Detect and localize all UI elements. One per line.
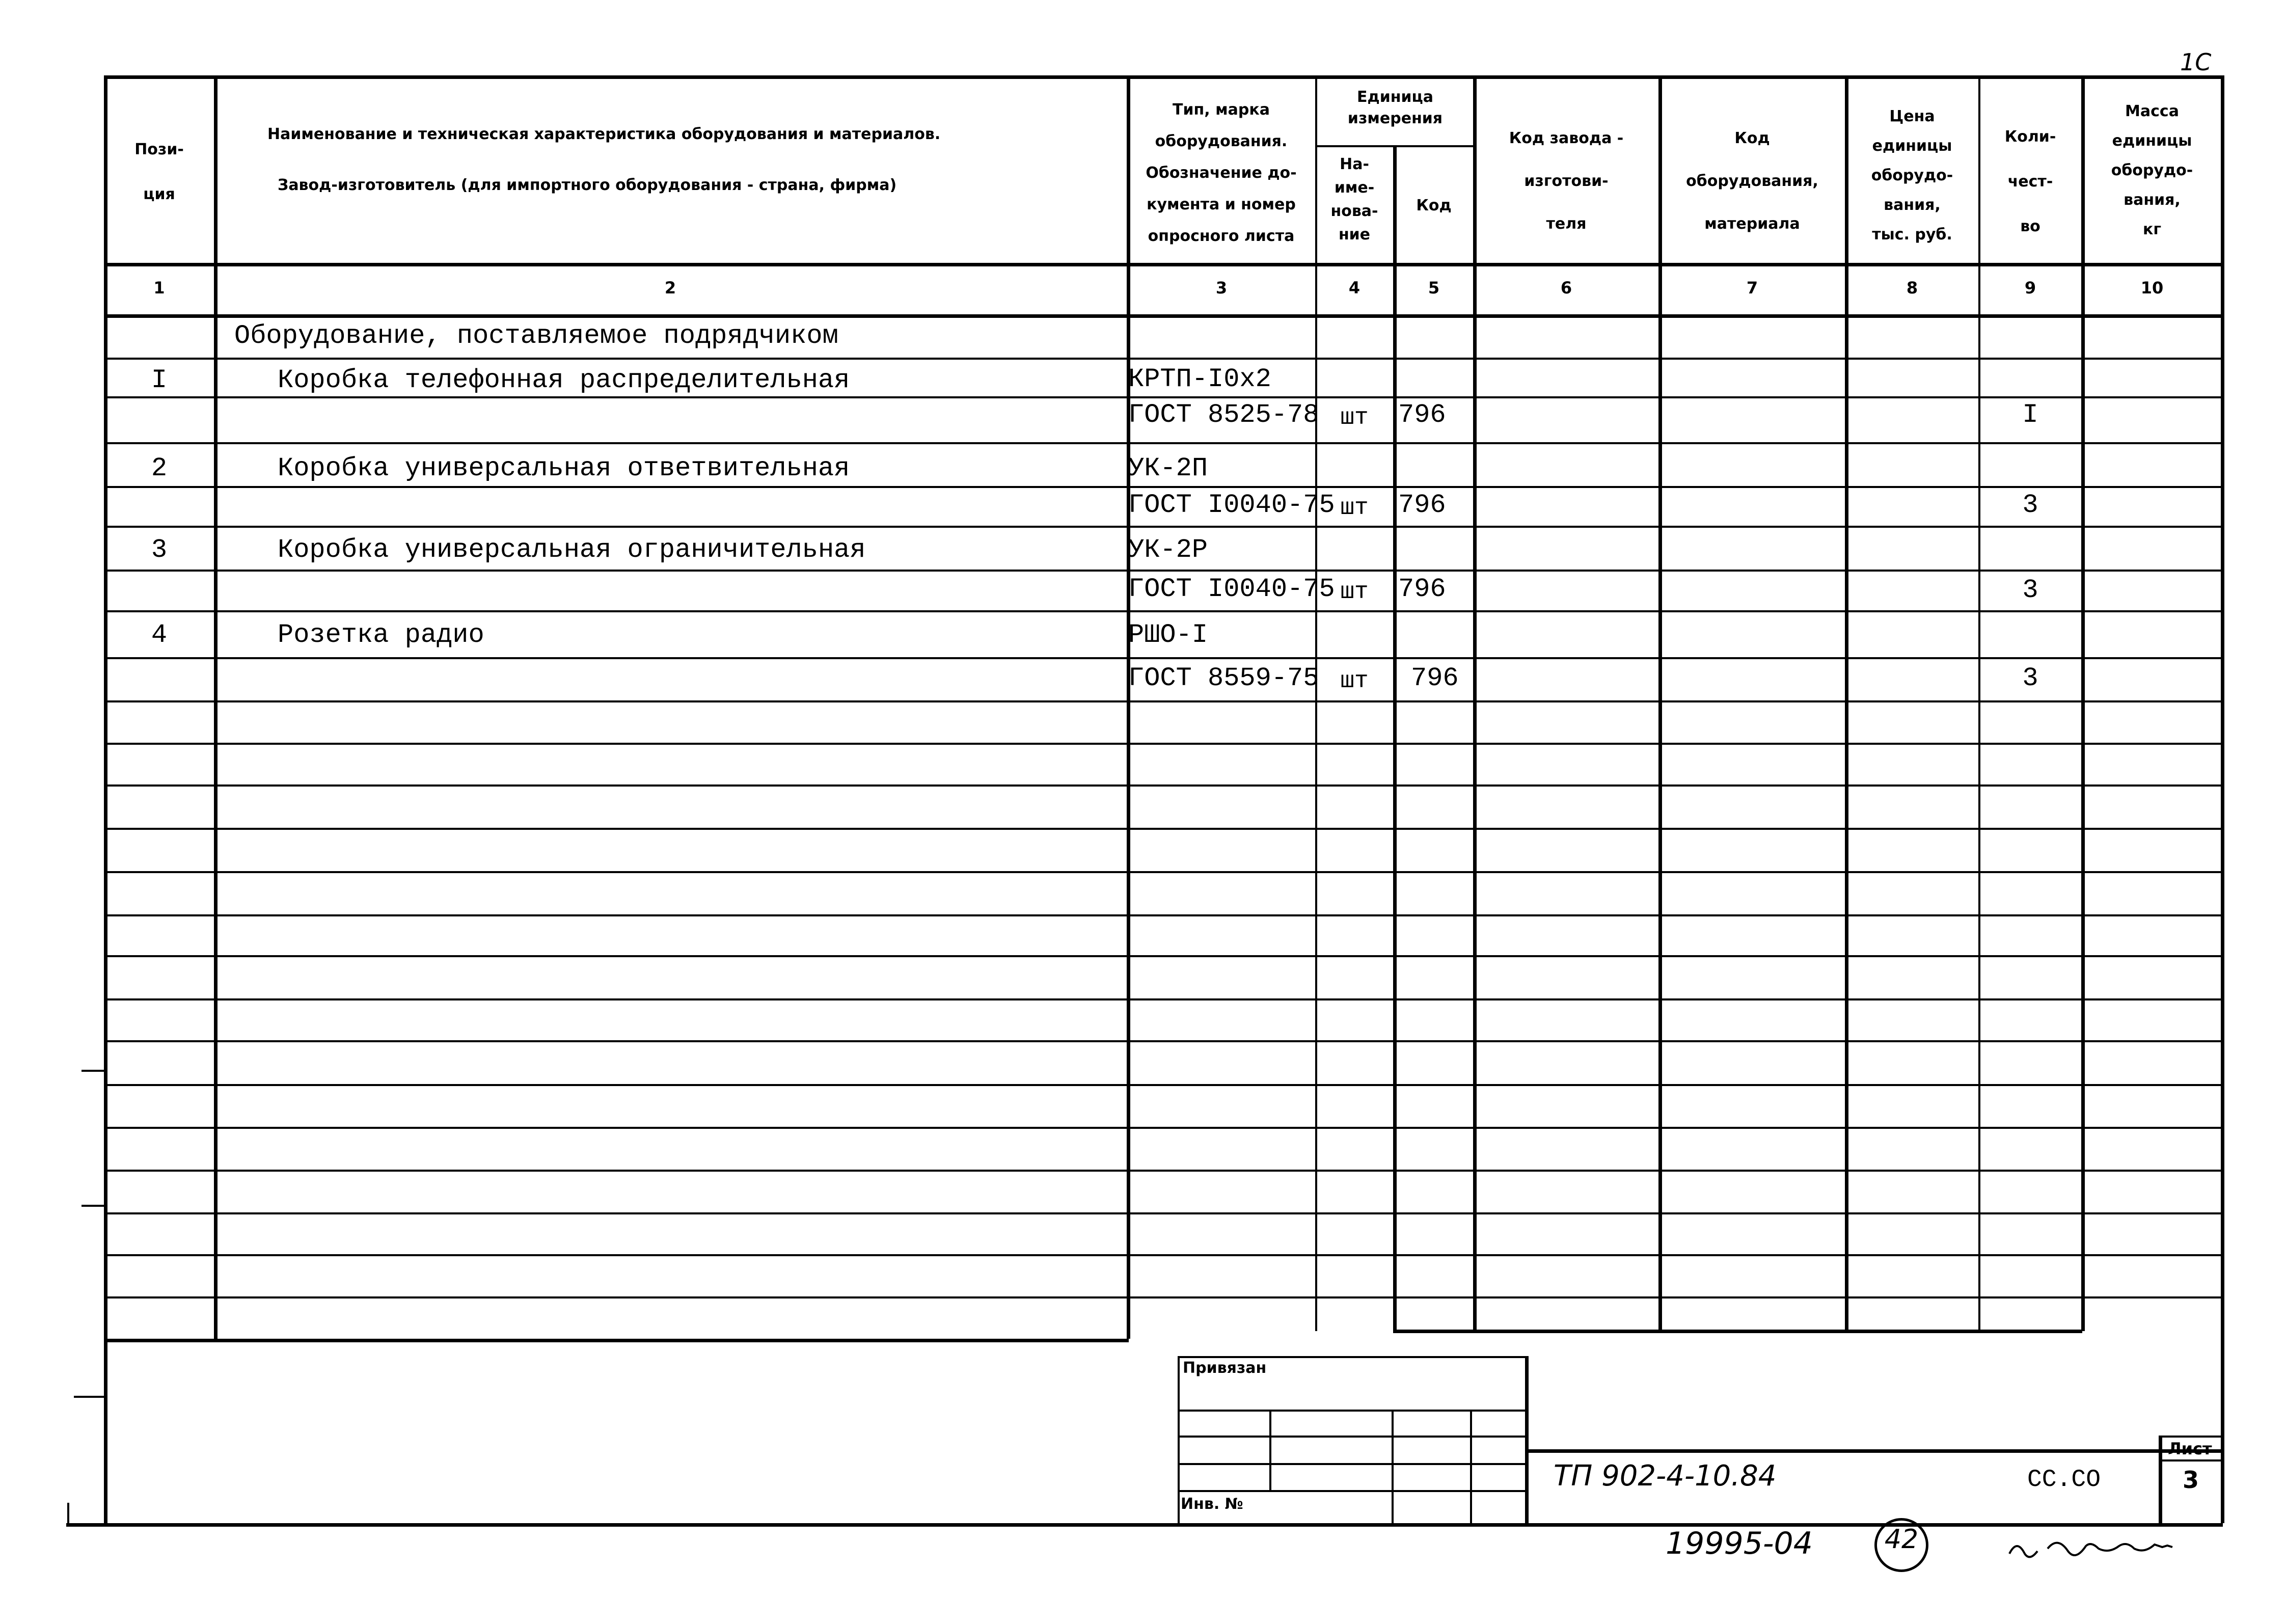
stamp-line [1178, 1410, 1527, 1412]
col-number-9: 9 [2024, 278, 2036, 297]
stamp-col [1392, 1410, 1394, 1524]
row-line [104, 1212, 2223, 1214]
stamp-line [1178, 1436, 1527, 1438]
item-2-name: Коробка универсальная ответвительная [278, 453, 850, 483]
item-1-doc: ГОСТ 8525-78 [1128, 400, 1319, 430]
circled-number: 42 [1884, 1524, 1919, 1555]
col-line-5 [1393, 145, 1397, 1331]
row-line [104, 784, 2223, 787]
row-line [104, 1170, 2223, 1172]
corner-mark: 1С [2180, 48, 2212, 76]
header-bottom [104, 263, 2223, 266]
binding-tick-1 [81, 1070, 104, 1072]
binding-tick-3 [74, 1396, 104, 1398]
row-line [104, 442, 2223, 444]
header-price: Цена единицы оборудо- вания, тыс. руб. [1871, 107, 1953, 243]
stamp-col [1269, 1410, 1271, 1490]
sheet-label: Лист [2168, 1439, 2212, 1458]
col-number-8: 8 [1906, 278, 1918, 297]
sheet-cell-divider [2159, 1459, 2223, 1461]
row-line [104, 1127, 2223, 1129]
item-2-type: УК-2П [1128, 453, 1208, 483]
row-line [104, 1084, 2223, 1086]
binding-tick-2 [81, 1205, 104, 1207]
header-unit-group: Единица измерения [1347, 88, 1443, 127]
item-1-unit: шт [1340, 404, 1369, 431]
col-number-3: 3 [1215, 278, 1228, 297]
item-1-position: I [151, 365, 168, 395]
stamp-block-right [1525, 1356, 1529, 1524]
item-2-doc: ГОСТ I0040-75 [1128, 490, 1335, 520]
sheet-number: 3 [2182, 1466, 2199, 1494]
header-name-line1: Наименование и техническая характеристика оборудования и материалов. [267, 125, 941, 143]
item-4-unit: шт [1340, 668, 1369, 694]
col-number-6: 6 [1560, 278, 1572, 297]
item-2-position: 2 [151, 453, 168, 483]
row-line [104, 998, 2223, 1000]
item-4-doc: ГОСТ 8559-75 [1128, 663, 1319, 693]
stamp-line [1178, 1463, 1527, 1465]
item-1-type: КРТП-I0x2 [1128, 364, 1271, 394]
row-line [104, 955, 2223, 957]
frame-top [104, 75, 2223, 79]
col-number-5: 5 [1428, 278, 1440, 297]
item-1-qty: I [2022, 400, 2038, 430]
row-line [104, 610, 2223, 612]
item-4-code: 796 [1411, 663, 1459, 693]
header-unit-code: Код [1416, 197, 1452, 214]
stamp-col [1470, 1410, 1472, 1524]
item-3-unit: шт [1340, 579, 1369, 605]
stamp-block-top [1178, 1356, 1527, 1358]
col-number-1: 1 [153, 278, 165, 297]
item-4-position: 4 [151, 620, 168, 650]
header-name-line2: Завод-изготовитель (для импортного оборудования - страна, фирма) [278, 176, 897, 194]
item-2-unit: шт [1340, 495, 1369, 521]
stamp-block-left [1178, 1356, 1180, 1524]
document-code: ТП 902-4-10.84 [1554, 1459, 1777, 1493]
row-line [104, 1040, 2223, 1042]
binding-margin-mark [67, 1503, 69, 1524]
row-line [104, 657, 2223, 659]
numbers-row-bottom [104, 314, 2223, 318]
header-unit-name: На- име- нова- ние [1330, 155, 1378, 243]
section-title: Оборудование, поставляемое подрядчиком [234, 321, 838, 351]
table-bottom-inner [1393, 1330, 2082, 1333]
item-3-qty: 3 [2022, 575, 2038, 605]
row-line [104, 700, 2223, 702]
row-line [104, 1296, 2223, 1298]
row-line [104, 743, 2223, 745]
privyazan-label: Привязан [1183, 1359, 1267, 1377]
item-1-name: Коробка телефонная распределительная [278, 365, 850, 395]
item-4-type: РШО-I [1128, 620, 1208, 650]
item-3-doc: ГОСТ I0040-75 [1128, 574, 1335, 604]
signature-scribble [2007, 1533, 2221, 1564]
row-line [104, 828, 2223, 830]
item-3-code: 796 [1398, 574, 1446, 604]
item-4-name: Розетка радио [278, 620, 484, 650]
item-2-code: 796 [1398, 490, 1446, 520]
document-suffix: СС.СО [2027, 1466, 2101, 1494]
header-quantity: Коли- чест- во [2004, 128, 2056, 235]
stamp-line [1178, 1490, 1527, 1492]
row-line [104, 914, 2223, 916]
item-3-name: Коробка универсальная ограничительная [278, 535, 866, 565]
col-number-7: 7 [1746, 278, 1758, 297]
sheet-cell-top [2159, 1436, 2223, 1438]
item-1-code: 796 [1398, 400, 1446, 430]
frame-right [2221, 75, 2224, 1523]
row-line [104, 358, 2223, 360]
header-position: Пози- ция [134, 141, 184, 203]
inv-no-label: Инв. № [1181, 1495, 1243, 1513]
row-line [104, 871, 2223, 873]
header-type: Тип, марка оборудования. Обозначение до- кумента и номер опросного листа [1146, 101, 1297, 245]
col-number-4: 4 [1348, 278, 1360, 297]
row-line [104, 1254, 2223, 1256]
unit-group-divider [1315, 145, 1473, 147]
header-equipment-code: Код оборудования, материала [1686, 129, 1818, 233]
row-line [104, 526, 2223, 528]
item-2-qty: 3 [2022, 490, 2038, 520]
table-bottom [104, 1339, 1129, 1342]
item-4-qty: 3 [2022, 663, 2038, 693]
item-3-position: 3 [151, 535, 168, 565]
item-3-type: УК-2Р [1128, 535, 1208, 565]
archive-number: 19995-04 [1666, 1526, 1813, 1561]
col-number-10: 10 [2140, 278, 2164, 297]
header-mass: Масса единицы оборудо- вания, кг [2111, 102, 2193, 238]
col-number-2: 2 [664, 278, 676, 297]
title-block-top [1525, 1449, 2223, 1453]
header-factory-code: Код завода - изготови- теля [1509, 129, 1624, 233]
